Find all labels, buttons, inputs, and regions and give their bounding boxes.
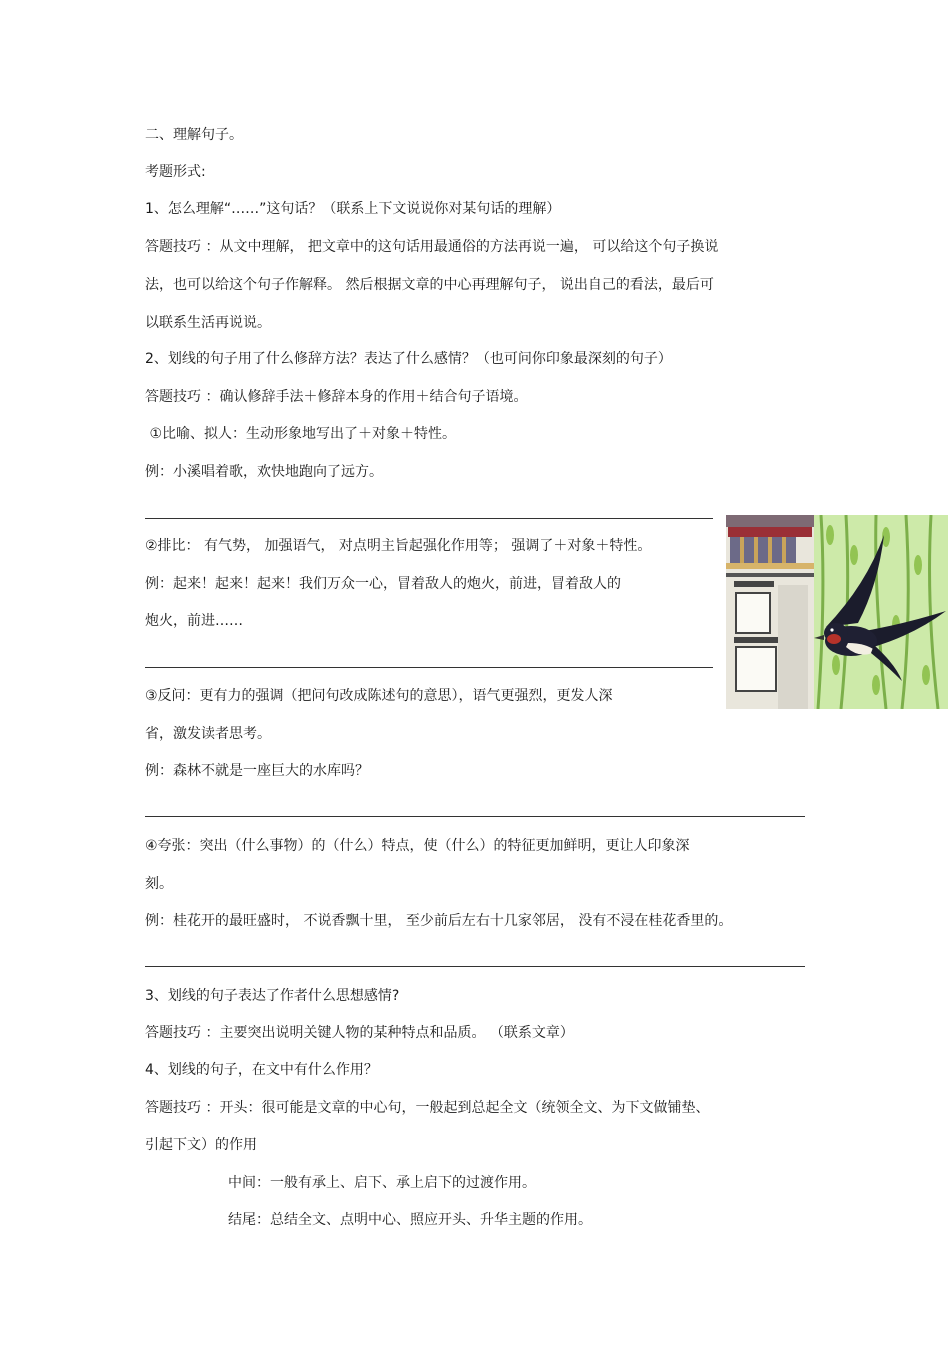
section-title: 二、理解句子。 (145, 127, 243, 143)
format-label: 考题形式: (145, 164, 206, 180)
q4-end: 结尾：总结全文、点明中心、照应开头、升华主题的作用。 (228, 1212, 592, 1228)
q1-tip-line-1: 答题技巧 ：从文中理解， 把文章中的这句话用最通俗的方法再说一遍， 可以给这个句子换说 (145, 239, 719, 255)
q3-tip: 答题技巧 ：主要突出说明关键人物的某种特点和品质。 （联系文章） (145, 1025, 574, 1041)
metaphor-rule: ①比喻、拟人：生动形象地写出了＋对象＋特性。 (145, 426, 456, 442)
metaphor-example: 例：小溪唱着歌，欢快地跑向了远方。 (145, 464, 383, 480)
answer-line-4 (145, 966, 805, 967)
parallelism-example-line-1: 例：起来！起来！起来！我们万众一心，冒着敌人的炮火，前进，冒着敌人的 (145, 576, 621, 592)
q4-tip-line-2: 引起下文）的作用 (145, 1137, 257, 1153)
answer-line-2 (145, 667, 713, 668)
swallow-illustration (726, 515, 948, 709)
q4-middle: 中间：一般有承上、启下、承上启下的过渡作用。 (228, 1175, 536, 1191)
q1-question: 1、怎么理解“……”这句话？（联系上下文说说你对某句话的理解） (145, 201, 561, 217)
hyperbole-rule-line-1: ④夸张：突出（什么事物）的（什么）特点，使（什么）的特征更加鲜明，更让人印象深 (145, 838, 690, 854)
rhetorical-question-example: 例：森林不就是一座巨大的水库吗？ (145, 763, 369, 779)
hyperbole-rule-line-2: 刻。 (145, 876, 173, 892)
answer-line-3 (145, 816, 805, 817)
q1-tip-line-3: 以联系生活再说说。 (145, 315, 271, 331)
q2-question: 2、划线的句子用了什么修辞方法？表达了什么感情？（也可问你印象最深刻的句子） (145, 351, 672, 367)
q1-tip-line-2: 法，也可以给这个句子作解释。 然后根据文章的中心再理解句子， 说出自己的看法，最后可 (145, 277, 714, 293)
answer-line-1 (145, 518, 713, 519)
rhetorical-question-rule-line-2: 省，激发读者思考。 (145, 726, 271, 742)
q4-question: 4、划线的句子，在文中有什么作用？ (145, 1062, 378, 1078)
parallelism-rule: ②排比： 有气势， 加强语气， 对点明主旨起强化作用等； 强调了＋对象＋特性。 (145, 538, 652, 554)
q4-tip-line-1: 答题技巧 ：开头：很可能是文章的中心句，一般起到总起全文（统领全文、为下文做铺垫、 (145, 1100, 710, 1116)
q3-question: 3、划线的句子表达了作者什么思想感情? (145, 988, 400, 1004)
q2-tip: 答题技巧 ：确认修辞手法＋修辞本身的作用＋结合句子语境。 (145, 389, 528, 405)
rhetorical-question-rule-line-1: ③反问：更有力的强调（把问句改成陈述句的意思），语气更强烈，更发人深 (145, 688, 613, 704)
parallelism-example-line-2: 炮火，前进…… (145, 613, 243, 629)
hyperbole-example: 例：桂花开的最旺盛时， 不说香飘十里， 至少前后左右十几家邻居， 没有不浸在桂花香里的。 (145, 913, 733, 929)
